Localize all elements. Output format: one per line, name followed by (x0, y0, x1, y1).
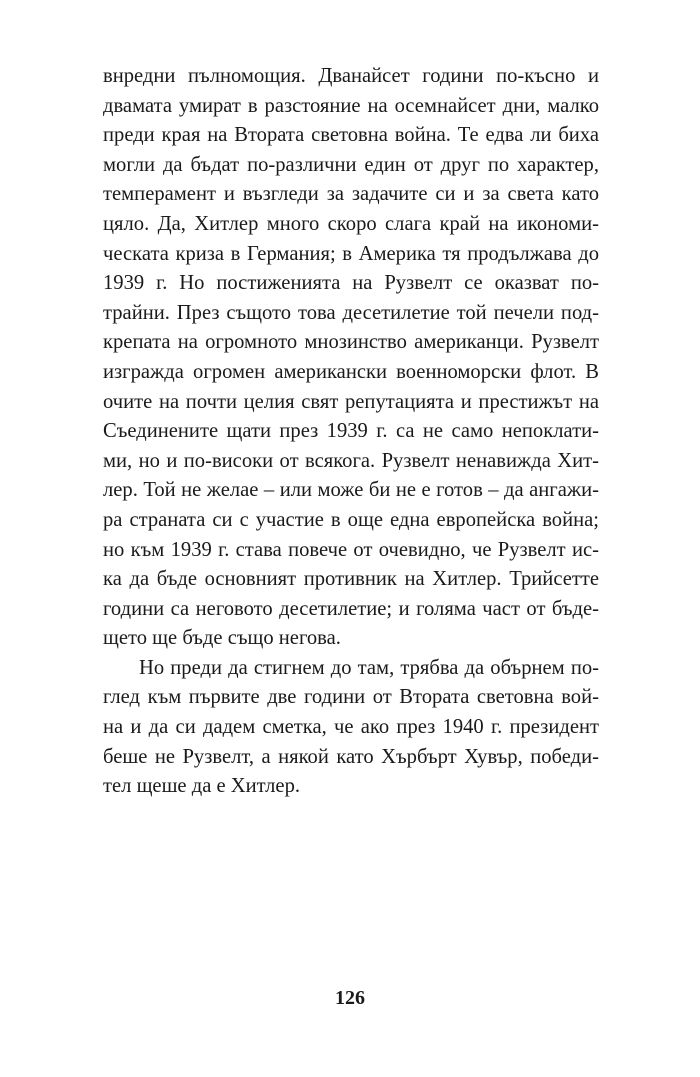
text-line: трайни. През същото това десетилетие той печели под- (103, 301, 599, 324)
body-text (103, 62, 599, 802)
text-line: крепата на огромното мнозинство американци. Рузвелт (103, 331, 599, 354)
text-line: тел щеше да е Хитлер. (103, 775, 301, 798)
text-line: очите на почти целия свят репутацията и престижът на (103, 390, 599, 413)
text-line: но към 1939 г. става повече от очевидно, че Рузвелт ис- (103, 538, 599, 561)
text-line: беше не Рузвелт, а някой като Хърбърт Хувър, победи- (103, 745, 599, 768)
text-line: години са неговото десетилетие; и голяма част от бъде- (103, 597, 599, 620)
text-line: внредни пълномощия. Дванайсет години по-късно и (103, 65, 599, 87)
text-line: двамата умират в разстояние на осемнайсет дни, малко (103, 94, 599, 117)
text-line: Съединените щати през 1939 г. са не само непоклати- (103, 420, 599, 443)
text-line: преди края на Втората световна война. Те едва ли биха (103, 124, 599, 147)
text-line: могли да бъдат по-различни един от друг по характер, (103, 153, 599, 176)
paragraph-1 (103, 62, 599, 654)
text-line: 1939 г. Но постиженията на Рузвелт се оказват по- (103, 272, 599, 295)
text-line: цяло. Да, Хитлер много скоро слага край на икономи- (103, 212, 599, 235)
text-line: лер. Той не желае – или може би не е готов – да ангажи- (103, 479, 599, 502)
text-line: ческата криза в Германия; в Америка тя продължава до (103, 242, 599, 265)
text-line: изгражда огромен американски военноморски флот. В (103, 360, 599, 383)
paragraph-2 (103, 654, 599, 802)
page-number: 126 (335, 987, 365, 1009)
text-line: ка да бъде основният противник на Хитлер. Трийсетте (103, 568, 599, 591)
text-line: темперамент и възгледи за задачите си и за света като (103, 183, 599, 206)
text-line: Но преди да стигнем до там, трябва да обърнем по- (139, 656, 599, 679)
text-line: щето ще бъде също негова. (103, 627, 341, 650)
text-line: глед към първите две години от Втората световна вой- (103, 686, 599, 709)
text-line: ми, но и по-високи от всякога. Рузвелт ненавижда Хит- (103, 449, 599, 472)
text-line: на и да си дадем сметка, че ако през 1940 г. президент (103, 716, 599, 739)
text-line: ра страната си с участие в още една европейска война; (103, 508, 599, 531)
